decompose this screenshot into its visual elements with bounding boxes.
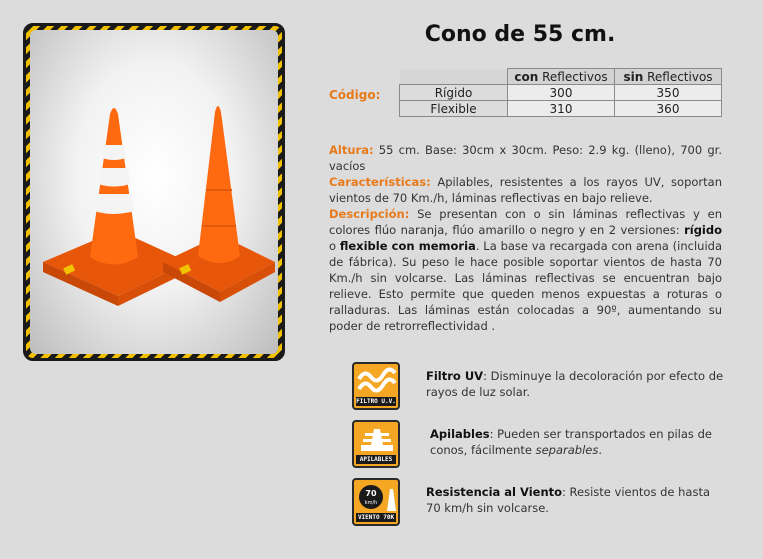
- cell-con: 310: [508, 101, 615, 117]
- feature-wind-resistance: [352, 478, 752, 530]
- stackable-icon: APILABLES: [352, 420, 400, 468]
- descripcion-paragraph: Descripción: Se presentan con o sin láminas reflectivas y en colores flúo naranja, flúo amarillo o negro y en 2 versiones: rígido o flexible con memoria. La base va recargada con arena (incluida de fábrica). Su peso le hace posible soportar vientos de hasta 70 Km./h sin volcarse. Las láminas reflectivas se encuentran bajo relieve. Esto permite que queden menos expuestas a roturas o ralladuras. Las láminas están colocadas a 90º, aumentando su poder de retrorreflectividad .: [329, 207, 722, 333]
- altura-label: Altura:: [329, 143, 374, 157]
- header-con-reflectivos: con Reflectivos: [508, 69, 615, 85]
- codigo-label: Código:: [329, 88, 381, 102]
- cone-with-reflectives: [43, 108, 188, 306]
- table-header-row: [400, 69, 722, 85]
- product-image: [30, 30, 278, 354]
- page-title: Cono de 55 cm.: [424, 22, 616, 47]
- caracteristicas-paragraph: Características: Apilables, resistentes a los rayos UV, soportan vientos de 70 Km./h, láminas reflectivas en bajo relieve.: [329, 175, 722, 205]
- price-table: [399, 68, 722, 117]
- cone-without-reflectives: [163, 106, 275, 302]
- feature-uv-text: Filtro UV: Disminuye la decoloración por efecto de rayos de luz solar.: [426, 369, 724, 399]
- product-image-frame: [23, 23, 285, 361]
- cell-sin: 350: [615, 85, 722, 101]
- header-sin-reflectivos: sin Reflectivos: [615, 69, 722, 85]
- descripcion-label: Descripción:: [329, 207, 410, 221]
- wind-badge-number: 70: [365, 489, 377, 498]
- feature-uv-filter: [352, 362, 752, 414]
- uv-filter-icon: FILTRO U.V.: [352, 362, 400, 410]
- feature-wind-text: Resistencia al Viento: Resiste vientos de hasta 70 km/h sin volcarse.: [426, 485, 710, 515]
- cell-sin: 360: [615, 101, 722, 117]
- traffic-cones-illustration: [30, 30, 278, 354]
- row-label: Rígido: [400, 85, 508, 101]
- table-row: [400, 101, 722, 117]
- caracteristicas-label: Características:: [329, 175, 431, 189]
- cell-con: 300: [508, 85, 615, 101]
- wind-resistance-icon: 70 km/h VIENTO 70K: [352, 478, 400, 526]
- row-label: Flexible: [400, 101, 508, 117]
- altura-paragraph: Altura: 55 cm. Base: 30cm x 30cm. Peso: 2.9 kg. (lleno), 700 gr. vacíos: [329, 143, 722, 173]
- feature-stackable: [352, 420, 752, 472]
- product-description: [329, 142, 722, 334]
- feature-stackable-text: Apilables: Pueden ser transportados en pilas de conos, fácilmente separables.: [430, 427, 712, 457]
- wind-badge-unit: km/h: [364, 500, 378, 506]
- table-row: [400, 85, 722, 101]
